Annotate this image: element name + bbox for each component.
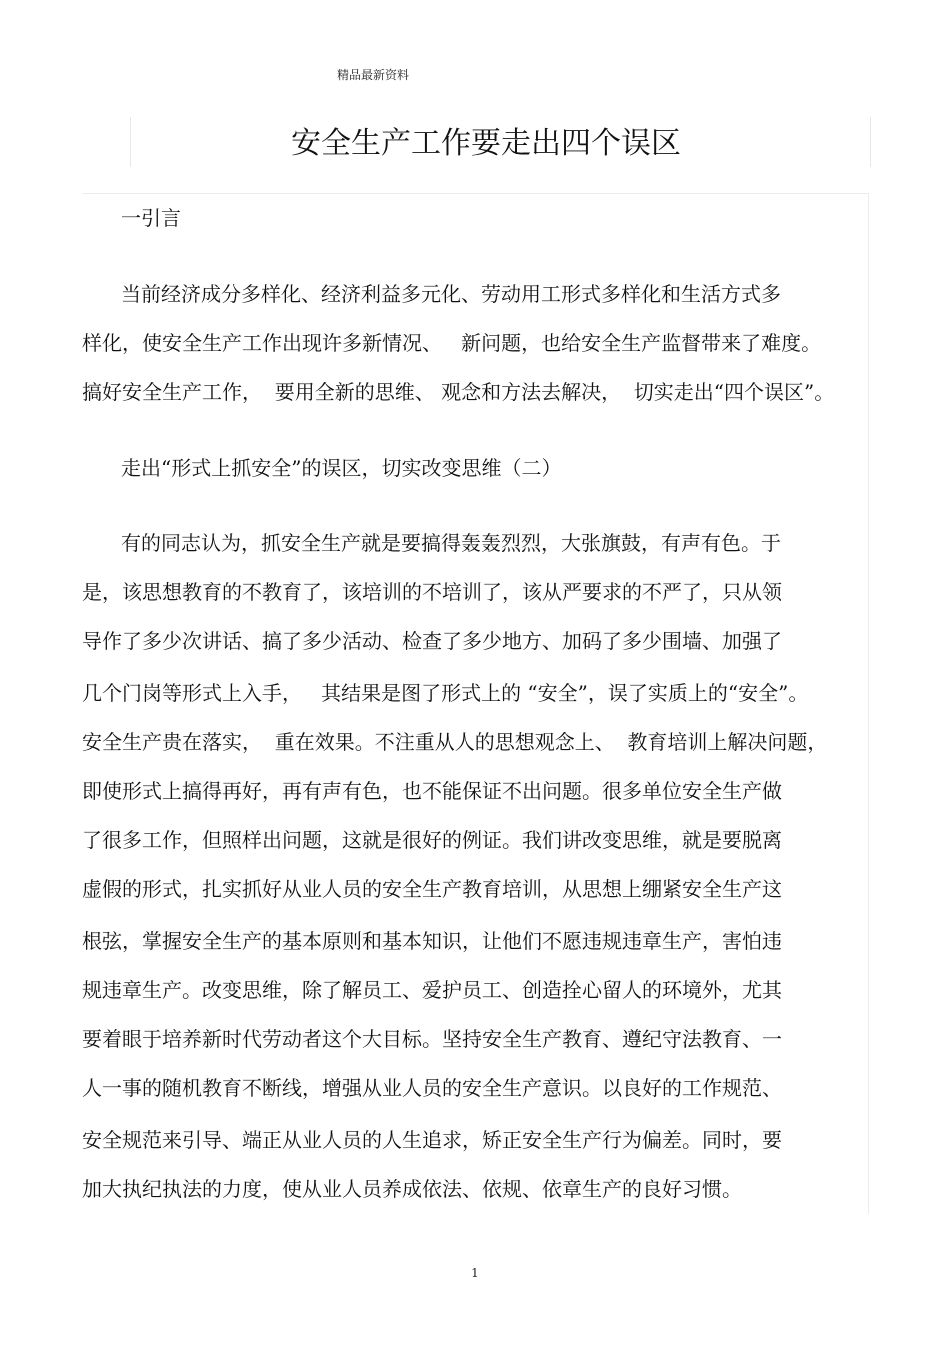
title-divider — [82, 193, 869, 194]
paragraph-line: 样化，使安全生产工作出现许多新情况、 新问题，也给安全生产监督带来了难度。 — [82, 331, 822, 355]
paragraph-line: 导作了多少次讲话、搞了多少活动、检查了多少地方、加码了多少围墙、加强了 — [82, 629, 782, 653]
paragraph-line: 安全生产贵在落实， 重在效果。不注重从人的思想观念上、 教育培训上解决问题， — [82, 730, 828, 754]
paragraph-line: 即使形式上搞得再好，再有声有色，也不能保证不出问题。很多单位安全生产做 — [82, 779, 782, 803]
paragraph-line: 几个门岗等形式上入手， 其结果是图了形式上的 “安全”，误了实质上的“安全”。 — [82, 681, 809, 705]
content-border — [868, 194, 869, 1214]
paragraph-line: 加大执纪执法的力度，使从业人员养成依法、依规、依章生产的良好习惯。 — [82, 1177, 742, 1201]
header-note: 精品最新资料 — [337, 68, 410, 82]
paragraph-line: 当前经济成分多样化、经济利益多元化、劳动用工形式多样化和生活方式多 — [121, 282, 781, 306]
paragraph-line: 是，该思想教育的不教育了，该培训的不培训了，该从严要求的不严了，只从领 — [82, 580, 782, 604]
paragraph-line: 有的同志认为，抓安全生产就是要搞得轰轰烈烈，大张旗鼓，有声有色。于 — [121, 531, 781, 555]
paragraph-line: 根弦，掌握安全生产的基本原则和基本知识，让他们不愿违规违章生产，害怕违 — [82, 929, 782, 953]
paragraph-line: 了很多工作，但照样出问题，这就是很好的例证。我们讲改变思维，就是要脱离 — [82, 828, 782, 852]
paragraph-line: 安全规范来引导、端正从业人员的人生追求，矫正安全生产行为偏差。同时，要 — [82, 1128, 782, 1152]
section-heading-intro: 一引言 — [121, 206, 181, 230]
page-title: 安全生产工作要走出四个误区 — [291, 126, 681, 161]
section-heading-two: 走出“形式上抓安全”的误区，切实改变思维（二） — [121, 456, 562, 480]
paragraph-line: 虚假的形式，扎实抓好从业人员的安全生产教育培训，从思想上绷紧安全生产这 — [82, 877, 782, 901]
paragraph-line: 搞好安全生产工作， 要用全新的思维、 观念和方法去解决， 切实走出“四个误区”。 — [82, 380, 835, 404]
paragraph-line: 人一事的随机教育不断线，增强从业人员的安全生产意识。以良好的工作规范、 — [82, 1076, 782, 1100]
paragraph-line: 规违章生产。改变思维，除了解员工、爱护员工、创造拴心留人的环境外，尤其 — [82, 978, 782, 1002]
paragraph-line: 要着眼于培养新时代劳动者这个大目标。坚持安全生产教育、遵纪守法教育、一 — [82, 1027, 782, 1051]
page-number: 1 — [471, 1266, 479, 1280]
